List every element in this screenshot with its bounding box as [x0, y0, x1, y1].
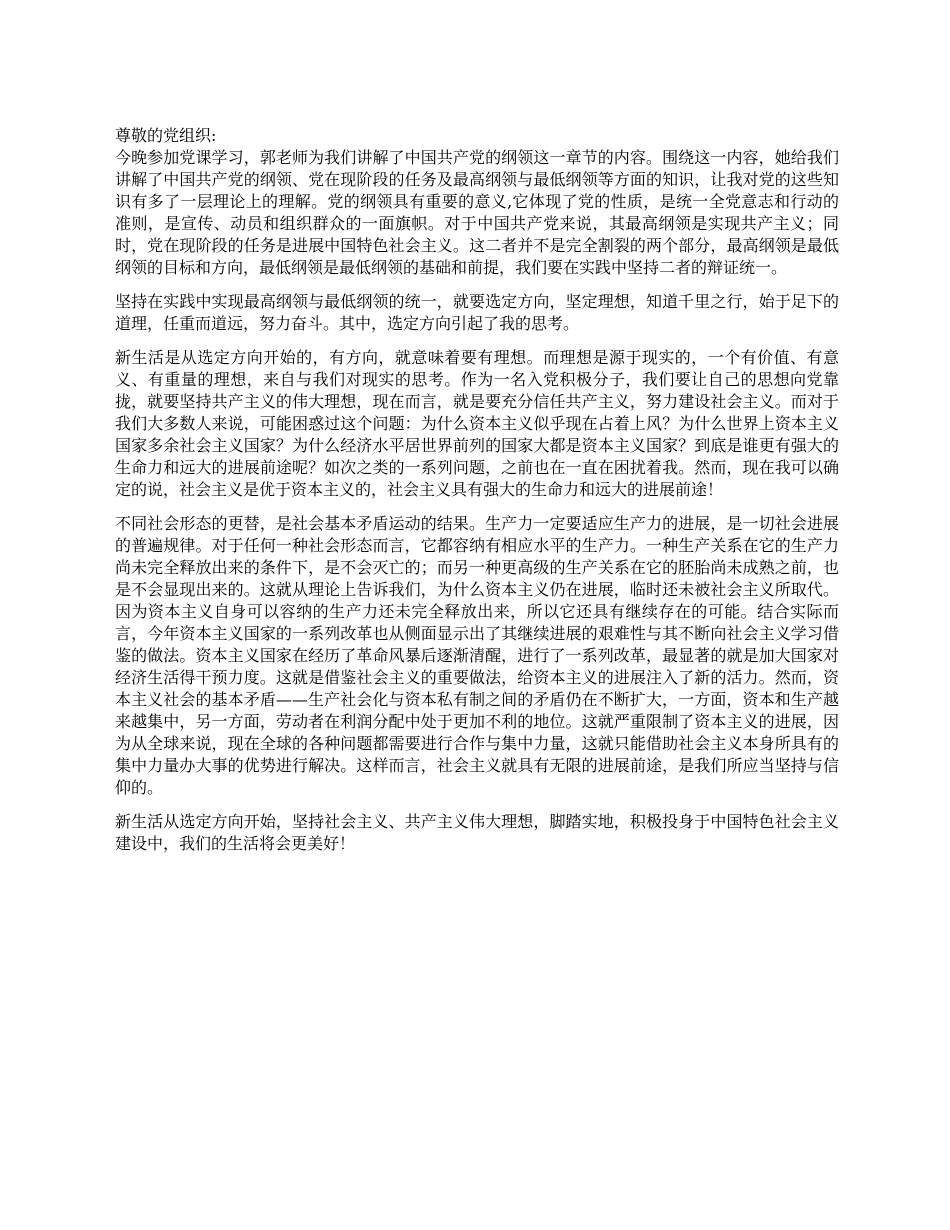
- salutation: 尊敬的党组织:: [115, 126, 217, 145]
- paragraph-1: 今晚参加党课学习，郭老师为我们讲解了中国共产党的纲领这一章节的内容。围绕这一内容，她给我们讲解了中国共产党的纲领、党在现阶段的任务及最高纲领与最低纲领等方面的知识，让我对党的这些知识有多了一层理论上的理解。党的纲领具有重要的意义,它体现了党的性质，是统一全党意志和行动的准则，是宣传、动员和组织群众的一面旗帜。对于中国共产党来说，其最高纲领是实现共产主义；同时，党在现阶段的任务是进展中国特色社会主义。这二者并不是完全割裂的两个部分，最高纲领是最低纲领的目标和方向，最低纲领是最低纲领的基础和前提，我们要在实践中坚持二者的辩证统一。: [115, 148, 839, 277]
- paragraph-5: 新生活从选定方向开始，坚持社会主义、共产主义伟大理想，脚踏实地，积极投身于中国特色社会主义建设中，我们的生活将会更美好！: [115, 812, 839, 853]
- paragraph-2: 坚持在实践中实现最高纲领与最低纲领的统一，就要选定方向，坚定理想，知道千里之行，始于足下的道理，任重而道远，努力奋斗。其中，选定方向引起了我的思考。: [115, 292, 839, 333]
- document-page: [115, 125, 839, 867]
- paragraph-4: 不同社会形态的更替，是社会基本矛盾运动的结果。生产力一定要适应生产力的进展，是一切社会进展的普遍规律。对于任何一种社会形态而言，它都容纳有相应水平的生产力。一种生产关系在它的生产力尚未完全释放出来的条件下，是不会灭亡的；而另一种更高级的生产关系在它的胚胎尚未成熟之前，也是不会显现出来的。这就从理论上告诉我们，为什么资本主义仍在进展，临时还未被社会主义所取代。因为资本主义自身可以容纳的生产力还未完全释放出来，所以它还具有继续存在的可能。结合实际而言，今年资本主义国家的一系列改革也从侧面显示出了其继续进展的艰难性与其不断向社会主义学习借鉴的做法。资本主义国家在经历了革命风暴后逐渐清醒，进行了一系列改革，最显著的就是加大国家对经济生活得干预力度。这就是借鉴社会主义的重要做法，给资本主义的进展注入了新的活力。然而，资本主义社会的基本矛盾——生产社会化与资本私有制之间的矛盾仍在不断扩大，一方面，资本和生产越来越集中，另一方面，劳动者在利润分配中处于更加不利的地位。这就严重限制了资本主义的进展，因为从全球来说，现在全球的各种问题都需要进行合作与集中力量，这就只能借助社会主义本身所具有的集中力量办大事的优势进行解决。这样而言，社会主义就具有无限的进展前途，是我们所应当坚持与信仰的。: [115, 514, 839, 797]
- paragraph-3: 新生活是从选定方向开始的，有方向，就意味着要有理想。而理想是源于现实的，一个有价值、有意义、有重量的理想，来自与我们对现实的思考。作为一名入党积极分子，我们要让自己的思想向党靠拢，就要坚持共产主义的伟大理想，现在而言，就是要充分信任共产主义，努力建设社会主义。而对于我们大多数人来说，可能困惑过这个问题：为什么资本主义似乎现在占着上风？为什么世界上资本主义国家多余社会主义国家？为什么经济水平居世界前列的国家大都是资本主义国家？到底是谁更有强大的生命力和远大的进展前途呢？如次之类的一系列问题，之前也在一直在困扰着我。然而，现在我可以确定的说，社会主义是优于资本主义的，社会主义具有强大的生命力和远大的进展前途！: [115, 348, 839, 499]
